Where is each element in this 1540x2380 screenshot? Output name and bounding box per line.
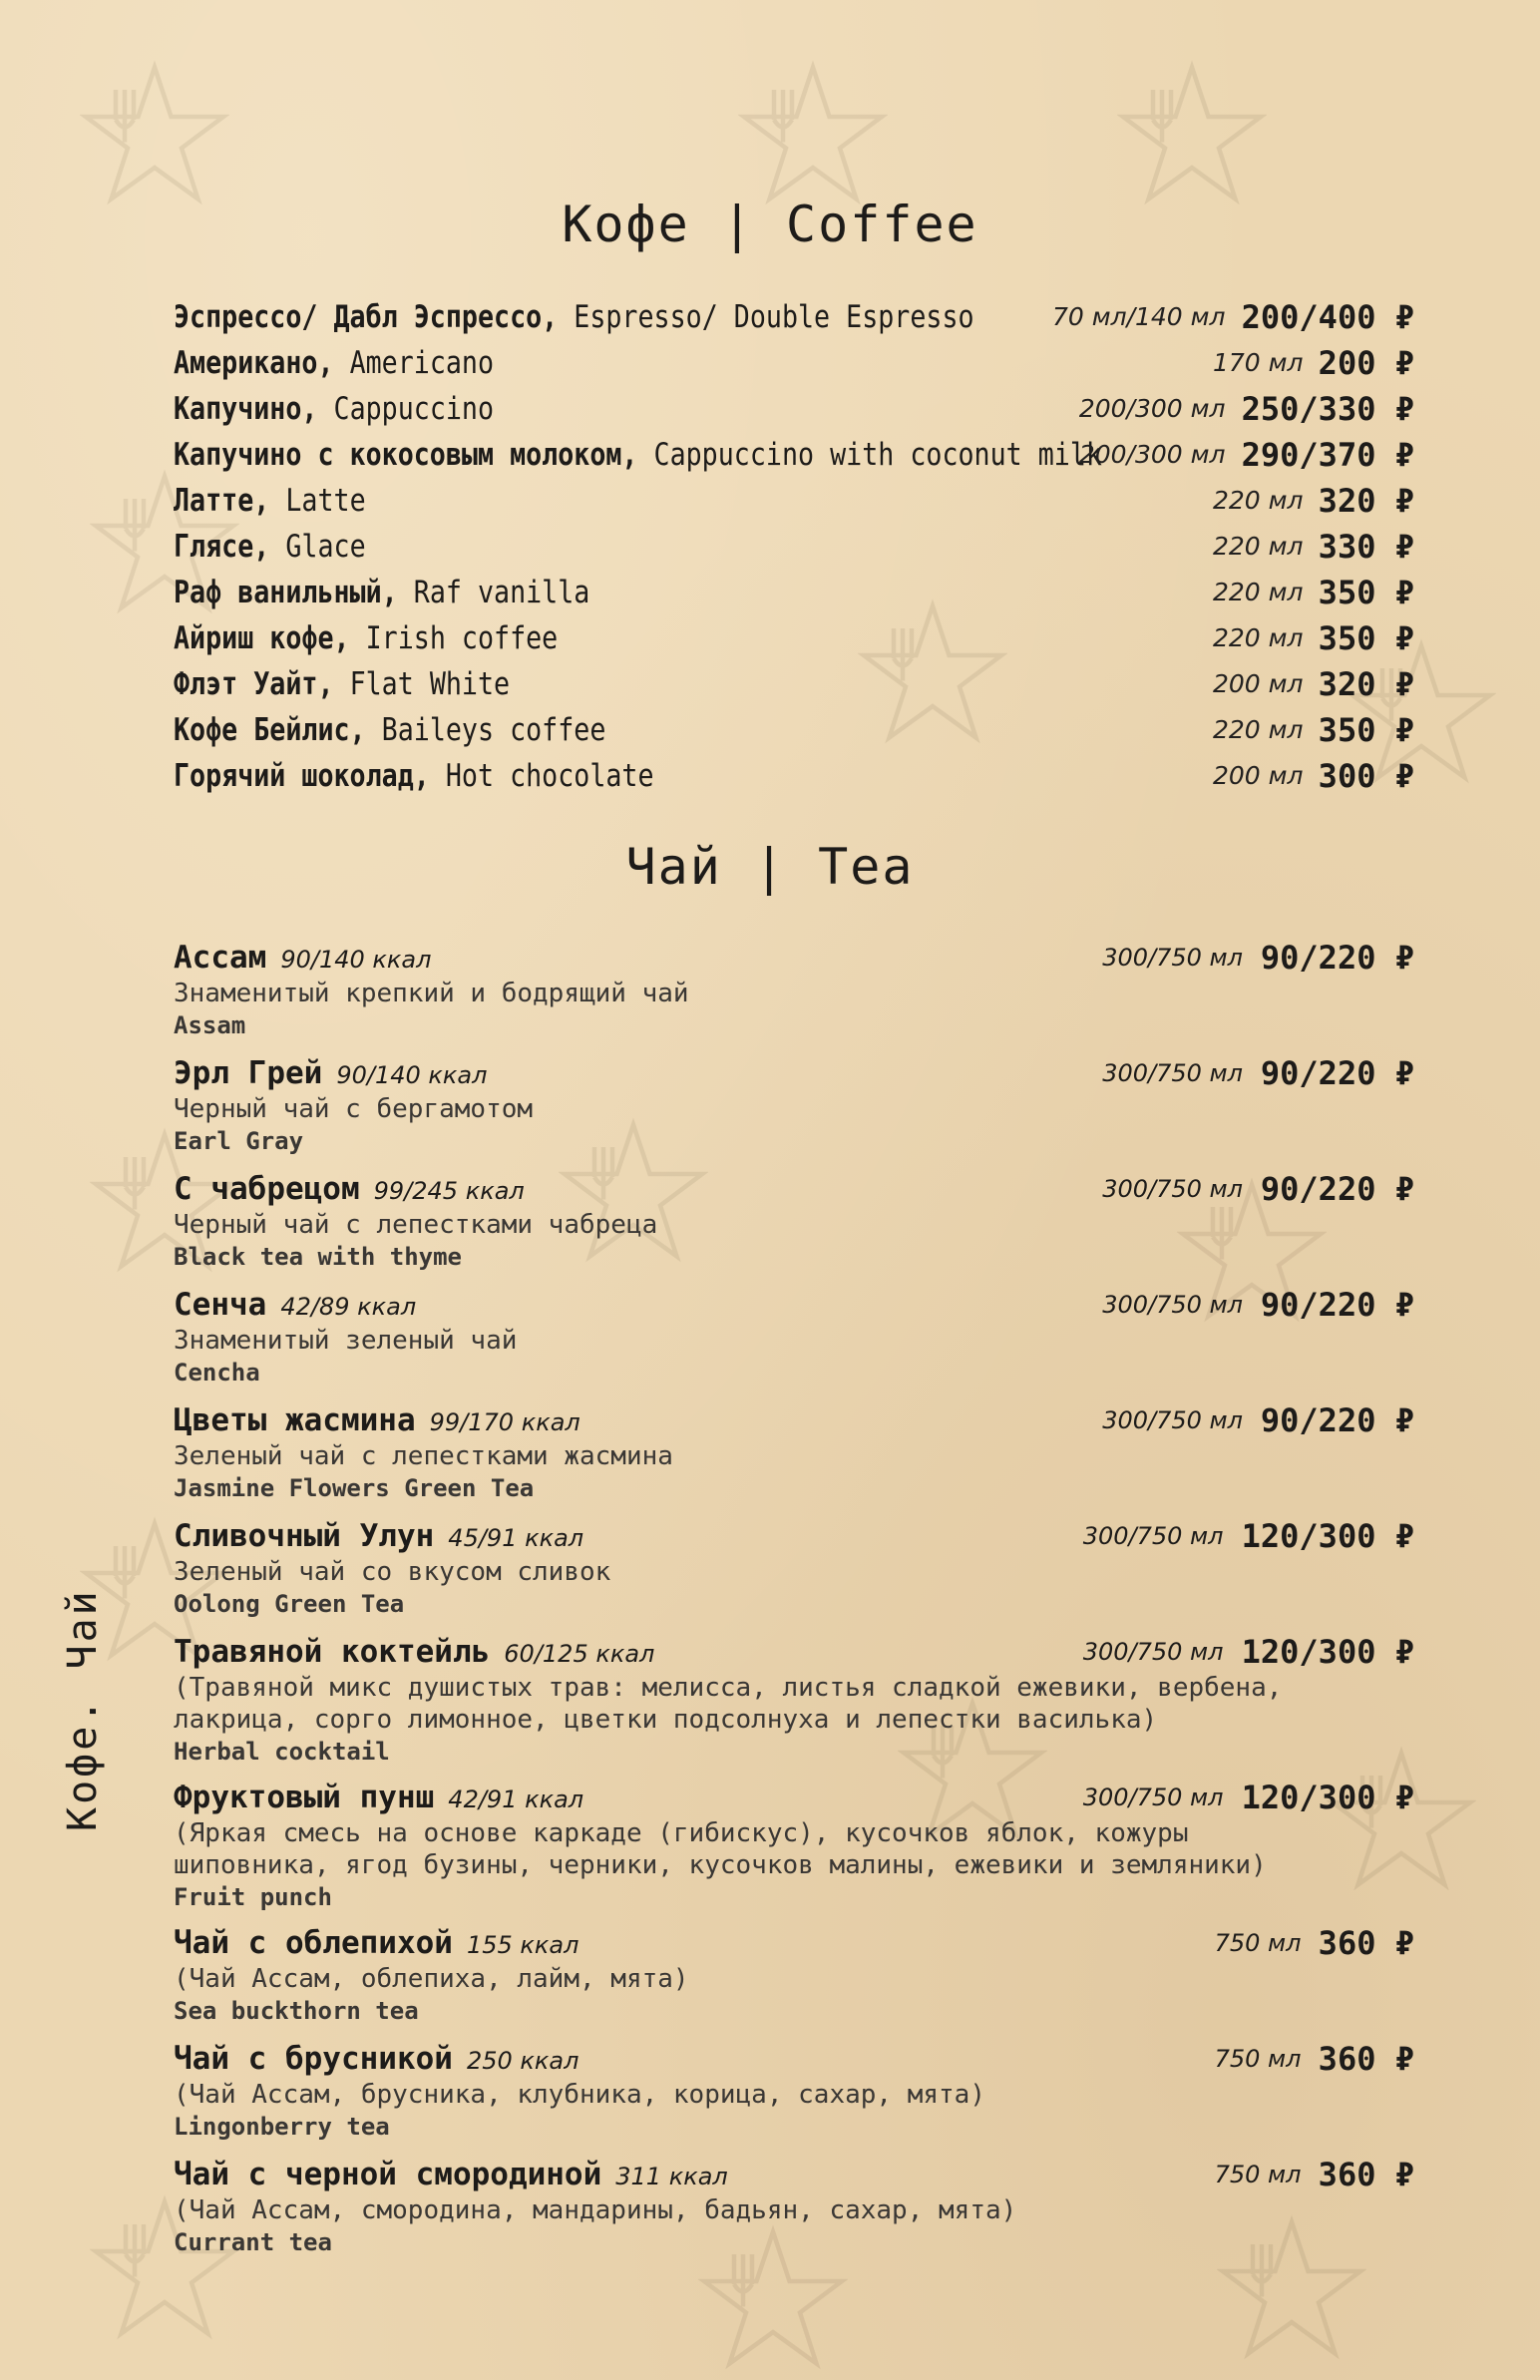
tea-item-name: Травяной коктейль bbox=[174, 1634, 491, 1670]
tea-item bbox=[174, 1400, 1414, 1504]
tea-item bbox=[174, 938, 1414, 1041]
tea-item-calories: 99/170 ккал bbox=[429, 1408, 580, 1436]
tea-item-description: (Травяной микс душистых трав: мелисса, листья сладкой ежевики, вербена, bbox=[174, 1673, 1283, 1703]
tea-item-price: 360 ₽ bbox=[1318, 2156, 1414, 2193]
coffee-item-price: 320 ₽ bbox=[1318, 665, 1414, 703]
tea-item-description: (Чай Ассам, брусника, клубника, корица, сахар, мята) bbox=[174, 2080, 985, 2110]
tea-item-name: Чай с черной смородиной bbox=[174, 2157, 602, 2192]
tea-item-description: лакрица, сорго лимонное, цветки подсолнуха и лепестки василька) bbox=[174, 1705, 1158, 1735]
tea-item-price: 90/220 ₽ bbox=[1260, 939, 1414, 977]
tea-item bbox=[174, 1923, 1414, 2027]
coffee-item bbox=[174, 756, 1414, 796]
coffee-item-price: 300 ₽ bbox=[1318, 757, 1414, 795]
coffee-item-title bbox=[174, 297, 974, 337]
coffee-item-volume: 200/300 мл bbox=[1078, 440, 1226, 469]
tea-item-description: (Чай Ассам, облепиха, лайм, мята) bbox=[174, 1964, 689, 1994]
coffee-item-english-name: Latte bbox=[285, 483, 366, 519]
coffee-item-name: Эспрессо/ Дабл Эспрессо, bbox=[174, 299, 559, 335]
tea-item-header bbox=[174, 1632, 1414, 1672]
coffee-item-volume: 170 мл bbox=[1212, 348, 1304, 377]
coffee-item-price: 350 ₽ bbox=[1318, 711, 1414, 749]
tea-item bbox=[174, 2155, 1414, 2258]
coffee-item-english-name: Hot chocolate bbox=[445, 758, 654, 794]
tea-item-description: Зеленый чай со вкусом сливок bbox=[174, 1557, 611, 1587]
tea-item-calories: 45/91 ккал bbox=[448, 1524, 584, 1552]
coffee-item-name: Капучино, bbox=[174, 391, 318, 427]
coffee-item-name: Кофе Бейлис, bbox=[174, 712, 366, 748]
coffee-item-price: 200/400 ₽ bbox=[1241, 298, 1414, 336]
tea-item-volume: 300/750 мл bbox=[1102, 944, 1243, 972]
tea-item-price: 120/300 ₽ bbox=[1241, 1633, 1414, 1671]
coffee-item-price: 290/370 ₽ bbox=[1241, 436, 1414, 474]
tea-item-volume: 300/750 мл bbox=[1082, 1522, 1224, 1550]
tea-item-calories: 155 ккал bbox=[466, 1931, 579, 1959]
tea-item-english-name: Earl Gray bbox=[174, 1127, 304, 1155]
tea-item-header bbox=[174, 2155, 1414, 2194]
coffee-item-name: Айриш кофе, bbox=[174, 620, 350, 656]
coffee-item-volume: 220 мл bbox=[1212, 578, 1304, 606]
tea-item-volume: 750 мл bbox=[1214, 2161, 1302, 2188]
coffee-item-volume: 220 мл bbox=[1212, 623, 1304, 652]
tea-item-volume: 300/750 мл bbox=[1082, 1638, 1224, 1666]
tea-item-name: Чай с облепихой bbox=[174, 1925, 453, 1961]
coffee-item-price: 320 ₽ bbox=[1318, 482, 1414, 520]
coffee-item-volume: 220 мл bbox=[1212, 486, 1304, 515]
tea-item-header bbox=[174, 2039, 1414, 2079]
tea-item-volume: 300/750 мл bbox=[1102, 1175, 1243, 1203]
coffee-item bbox=[174, 389, 1414, 429]
tea-item bbox=[174, 1632, 1414, 1768]
coffee-item-title bbox=[174, 710, 605, 750]
tea-item-price: 360 ₽ bbox=[1318, 2040, 1414, 2078]
tea-item-volume: 750 мл bbox=[1214, 1929, 1302, 1957]
tea-item-calories: 60/125 ккал bbox=[504, 1640, 655, 1668]
tea-item-english-name: Lingonberry tea bbox=[174, 2113, 390, 2141]
tea-item-calories: 250 ккал bbox=[466, 2047, 579, 2075]
tea-item bbox=[174, 1778, 1414, 1913]
tea-item-header bbox=[174, 1169, 1414, 1209]
tea-item-description: Черный чай с лепестками чабреца bbox=[174, 1210, 658, 1240]
tea-item-description: (Чай Ассам, смородина, мандарины, бадьян, сахар, мята) bbox=[174, 2195, 1017, 2225]
tea-item-header bbox=[174, 1923, 1414, 1963]
coffee-item bbox=[174, 343, 1414, 383]
tea-item-english-name: Fruit punch bbox=[174, 1883, 332, 1911]
coffee-item-volume: 200 мл bbox=[1212, 761, 1304, 790]
tea-item-price: 90/220 ₽ bbox=[1260, 1054, 1414, 1092]
tea-item-description: Зеленый чай с лепестками жасмина bbox=[174, 1441, 673, 1471]
coffee-item-english-name: Cappuccino with coconut milk bbox=[653, 437, 1102, 473]
tea-item-calories: 99/245 ккал bbox=[373, 1177, 525, 1205]
coffee-item-volume: 220 мл bbox=[1212, 532, 1304, 561]
tea-item-english-name: Assam bbox=[174, 1011, 246, 1039]
coffee-item-title bbox=[174, 435, 1102, 475]
side-section-label: Кофе. Чай bbox=[60, 1588, 106, 1831]
tea-item-volume: 300/750 мл bbox=[1102, 1059, 1243, 1087]
coffee-item-title bbox=[174, 756, 654, 796]
coffee-item-name: Горячий шоколад, bbox=[174, 758, 430, 794]
tea-item-header bbox=[174, 1053, 1414, 1093]
tea-item-english-name: Black tea with thyme bbox=[174, 1243, 462, 1271]
tea-item-header bbox=[174, 938, 1414, 978]
tea-item-description: (Яркая смесь на основе каркаде (гибискус), кусочков яблок, кожуры bbox=[174, 1818, 1189, 1848]
coffee-item bbox=[174, 618, 1414, 658]
coffee-item-name: Раф ванильный, bbox=[174, 575, 398, 610]
coffee-item bbox=[174, 435, 1414, 475]
coffee-item-english-name: Cappuccino bbox=[333, 391, 495, 427]
tea-item-name: Сливочный Улун bbox=[174, 1518, 435, 1554]
tea-item-price: 360 ₽ bbox=[1318, 1924, 1414, 1962]
tea-item-name: Цветы жасмина bbox=[174, 1402, 416, 1438]
coffee-item-price: 350 ₽ bbox=[1318, 574, 1414, 611]
tea-item bbox=[174, 1053, 1414, 1157]
coffee-item bbox=[174, 481, 1414, 521]
tea-item-name: С чабрецом bbox=[174, 1171, 360, 1207]
tea-item-calories: 42/89 ккал bbox=[280, 1293, 417, 1321]
coffee-item-title bbox=[174, 481, 366, 521]
tea-item-english-name: Herbal cocktail bbox=[174, 1738, 390, 1766]
tea-item-volume: 300/750 мл bbox=[1102, 1406, 1243, 1434]
coffee-item-title bbox=[174, 389, 494, 429]
coffee-item bbox=[174, 573, 1414, 612]
tea-item-header bbox=[174, 1778, 1414, 1817]
tea-item-price: 90/220 ₽ bbox=[1260, 1401, 1414, 1439]
tea-item-volume: 300/750 мл bbox=[1082, 1784, 1224, 1811]
fork-star-icon bbox=[738, 60, 888, 209]
coffee-item-english-name: Espresso/ Double Espresso bbox=[574, 299, 974, 335]
tea-item-description: Черный чай с бергамотом bbox=[174, 1094, 534, 1124]
tea-item bbox=[174, 1169, 1414, 1273]
tea-item-volume: 300/750 мл bbox=[1102, 1291, 1243, 1319]
tea-item-calories: 90/140 ккал bbox=[280, 946, 432, 974]
coffee-item-title bbox=[174, 618, 558, 658]
tea-item-description: Знаменитый крепкий и бодрящий чай bbox=[174, 979, 689, 1008]
tea-item-calories: 311 ккал bbox=[615, 2163, 728, 2190]
coffee-item-title bbox=[174, 573, 589, 612]
tea-item-header bbox=[174, 1285, 1414, 1325]
tea-item-name: Чай с брусникой bbox=[174, 2041, 453, 2077]
tea-item-price: 90/220 ₽ bbox=[1260, 1170, 1414, 1208]
coffee-item-english-name: Baileys coffee bbox=[381, 712, 606, 748]
tea-item-calories: 90/140 ккал bbox=[336, 1061, 488, 1089]
coffee-item-title bbox=[174, 343, 494, 383]
tea-item-price: 120/300 ₽ bbox=[1241, 1517, 1414, 1555]
tea-item-name: Сенча bbox=[174, 1287, 267, 1323]
coffee-item-english-name: Glace bbox=[285, 529, 366, 565]
coffee-item-price: 250/330 ₽ bbox=[1241, 390, 1414, 428]
coffee-item bbox=[174, 527, 1414, 567]
tea-item bbox=[174, 2039, 1414, 2143]
tea-item-english-name: Cencha bbox=[174, 1359, 260, 1387]
tea-item-english-name: Currant tea bbox=[174, 2228, 332, 2256]
coffee-item-english-name: Americano bbox=[349, 345, 495, 381]
coffee-item-english-name: Irish coffee bbox=[365, 620, 559, 656]
tea-item bbox=[174, 1516, 1414, 1620]
tea-item-volume: 750 мл bbox=[1214, 2045, 1302, 2073]
coffee-item-name: Латте, bbox=[174, 483, 270, 519]
tea-item-calories: 42/91 ккал bbox=[448, 1785, 584, 1813]
coffee-item-title bbox=[174, 527, 366, 567]
coffee-item-name: Американо, bbox=[174, 345, 334, 381]
tea-title: Чай | Tea bbox=[625, 838, 915, 896]
coffee-item-english-name: Flat White bbox=[349, 666, 511, 702]
tea-item-price: 90/220 ₽ bbox=[1260, 1286, 1414, 1324]
fork-star-icon bbox=[1117, 60, 1267, 209]
tea-item-header bbox=[174, 1400, 1414, 1440]
coffee-item-price: 350 ₽ bbox=[1318, 619, 1414, 657]
coffee-item-name: Флэт Уайт, bbox=[174, 666, 334, 702]
coffee-item-volume: 220 мл bbox=[1212, 715, 1304, 744]
coffee-item bbox=[174, 664, 1414, 704]
coffee-item bbox=[174, 710, 1414, 750]
coffee-item bbox=[174, 297, 1414, 337]
tea-item-english-name: Oolong Green Tea bbox=[174, 1590, 405, 1618]
coffee-item-english-name: Raf vanilla bbox=[413, 575, 590, 610]
tea-item bbox=[174, 1285, 1414, 1388]
tea-item-name: Фруктовый пунш bbox=[174, 1780, 435, 1815]
tea-item-name: Ассам bbox=[174, 940, 267, 976]
tea-item-description: Знаменитый зеленый чай bbox=[174, 1326, 518, 1356]
coffee-item-price: 330 ₽ bbox=[1318, 528, 1414, 566]
tea-item-description: шиповника, ягод бузины, черники, кусочков малины, ежевики и земляники) bbox=[174, 1850, 1267, 1880]
coffee-item-volume: 200 мл bbox=[1212, 669, 1304, 698]
fork-star-icon bbox=[80, 60, 229, 209]
tea-item-price: 120/300 ₽ bbox=[1241, 1779, 1414, 1816]
coffee-item-price: 200 ₽ bbox=[1318, 344, 1414, 382]
tea-item-english-name: Sea buckthorn tea bbox=[174, 1997, 419, 2025]
coffee-item-name: Капучино с кокосовым молоком, bbox=[174, 437, 638, 473]
coffee-item-volume: 200/300 мл bbox=[1078, 394, 1226, 423]
tea-item-header bbox=[174, 1516, 1414, 1556]
coffee-item-volume: 70 мл/140 мл bbox=[1051, 302, 1226, 331]
coffee-item-title bbox=[174, 664, 510, 704]
tea-item-english-name: Jasmine Flowers Green Tea bbox=[174, 1474, 535, 1502]
tea-item-name: Эрл Грей bbox=[174, 1055, 323, 1091]
coffee-title: Кофе | Coffee bbox=[562, 196, 978, 253]
coffee-item-name: Глясе, bbox=[174, 529, 270, 565]
